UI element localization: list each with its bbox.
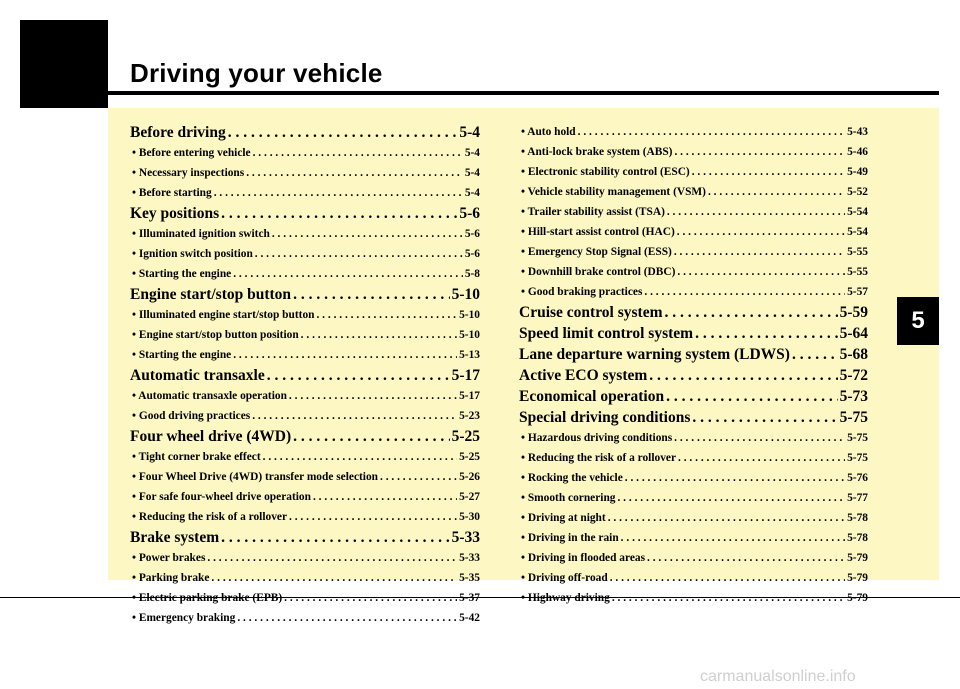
toc-page-number: 5-79	[847, 592, 868, 604]
dot-leader	[211, 568, 457, 588]
toc-page-number: 5-79	[847, 552, 868, 564]
toc-subentry[interactable]	[519, 202, 868, 222]
toc-page-number: 5-10	[459, 329, 480, 341]
toc-label: • Electronic stability control (ESC)	[521, 162, 690, 182]
toc-label: • Automatic transaxle operation	[132, 386, 287, 406]
toc-subentry[interactable]	[130, 608, 480, 628]
dot-leader	[695, 323, 838, 344]
toc-page-number: 5-77	[847, 492, 868, 504]
dot-leader	[289, 507, 457, 527]
toc-label: • Vehicle stability management (VSM)	[521, 182, 706, 202]
toc-label: • Driving in flooded areas	[521, 548, 645, 568]
toc-page-number: 5-30	[459, 511, 480, 523]
dot-leader	[284, 588, 457, 608]
toc-page-number: 5-26	[459, 471, 480, 483]
toc-label: Automatic transaxle	[130, 367, 265, 384]
dot-leader	[665, 302, 838, 323]
toc-label: • Driving in the rain	[521, 528, 619, 548]
toc-subentry[interactable]	[130, 548, 480, 568]
toc-subentry[interactable]	[519, 122, 868, 142]
dot-leader	[612, 588, 845, 608]
toc-heading[interactable]	[130, 203, 480, 224]
toc-heading[interactable]	[519, 407, 868, 428]
toc-page-number: 5-55	[847, 266, 868, 278]
toc-page-number: 5-10	[459, 309, 480, 321]
toc-subentry[interactable]	[519, 282, 868, 302]
toc-subentry[interactable]	[519, 162, 868, 182]
toc-label: Brake system	[130, 529, 220, 546]
toc-subentry[interactable]	[130, 406, 480, 426]
toc-label: • Anti-lock brake system (ABS)	[521, 142, 672, 162]
toc-subentry[interactable]	[130, 467, 480, 487]
toc-subentry[interactable]	[130, 386, 480, 406]
toc-page-number: 5-17	[451, 367, 480, 384]
toc-page-number: 5-55	[847, 246, 868, 258]
toc-label: • Illuminated ignition switch	[132, 224, 270, 244]
toc-subentry[interactable]	[519, 142, 868, 162]
dot-leader	[692, 162, 845, 182]
toc-label: • Auto hold	[521, 122, 576, 142]
toc-label: • Necessary inspections	[132, 163, 244, 183]
dot-leader	[207, 548, 457, 568]
dot-leader	[289, 386, 457, 406]
toc-label: Before driving	[130, 124, 226, 141]
toc-heading[interactable]	[519, 386, 868, 407]
toc-right-column	[519, 122, 868, 608]
toc-subentry[interactable]	[130, 507, 480, 527]
toc-page-number: 5-35	[459, 572, 480, 584]
toc-page-number: 5-52	[847, 186, 868, 198]
toc-label: Lane departure warning system (LDWS)	[519, 346, 790, 363]
dot-leader	[233, 345, 457, 365]
toc-label: Active ECO system	[519, 367, 648, 384]
toc-label: • Reducing the risk of a rollover	[521, 448, 676, 468]
dot-leader	[267, 365, 450, 386]
toc-label: • Downhill brake control (DBC)	[521, 262, 675, 282]
dot-leader	[214, 183, 463, 203]
toc-page-number: 5-57	[847, 286, 868, 298]
toc-label: Engine start/stop button	[130, 286, 292, 303]
toc-page-number: 5-27	[459, 491, 480, 503]
toc-label: • Illuminated engine start/stop button	[132, 305, 314, 325]
toc-heading[interactable]	[519, 365, 868, 386]
toc-subentry[interactable]	[519, 428, 868, 448]
dot-leader	[253, 143, 463, 163]
dot-leader	[621, 528, 845, 548]
toc-page-number: 5-78	[847, 532, 868, 544]
dot-leader	[666, 386, 837, 407]
dot-leader	[246, 163, 463, 183]
toc-subentry[interactable]	[130, 143, 480, 163]
toc-subentry[interactable]	[130, 568, 480, 588]
dot-leader	[649, 365, 837, 386]
toc-page-number: 5-4	[464, 167, 480, 179]
toc-subentry[interactable]	[519, 548, 868, 568]
toc-subentry[interactable]	[519, 182, 868, 202]
toc-page-number: 5-37	[459, 592, 480, 604]
toc-page-number: 5-54	[847, 206, 868, 218]
toc-subentry[interactable]	[130, 305, 480, 325]
toc-page-number: 5-33	[451, 529, 480, 546]
toc-label: • Good braking practices	[521, 282, 642, 302]
toc-label: Special driving conditions	[519, 409, 691, 426]
toc-label: • Power brakes	[132, 548, 205, 568]
toc-subentry[interactable]	[519, 468, 868, 488]
toc-subentry[interactable]	[130, 447, 480, 467]
dot-leader	[608, 508, 845, 528]
toc-subentry[interactable]	[519, 242, 868, 262]
dot-leader	[610, 568, 845, 588]
toc-heading[interactable]	[130, 122, 480, 143]
toc-label: Key positions	[130, 205, 220, 222]
toc-subentry[interactable]	[519, 488, 868, 508]
dot-leader	[313, 487, 457, 507]
toc-label: Four wheel drive (4WD)	[130, 428, 292, 445]
dot-leader	[644, 282, 845, 302]
toc-page-number: 5-75	[839, 409, 868, 426]
toc-subentry[interactable]	[130, 264, 480, 284]
toc-label: • For safe four-wheel drive operation	[132, 487, 311, 507]
title-underline	[108, 91, 939, 95]
toc-page-number: 5-25	[451, 428, 480, 445]
dot-leader	[667, 202, 845, 222]
toc-page-number: 5-10	[451, 286, 480, 303]
toc-label: • Highway driving	[521, 588, 610, 608]
toc-label: • Rocking the vehicle	[521, 468, 623, 488]
dot-leader	[677, 222, 845, 242]
dot-leader	[221, 203, 457, 224]
toc-page-number: 5-13	[459, 349, 480, 361]
toc-label: • Hazardous driving conditions	[521, 428, 672, 448]
toc-subentry[interactable]	[130, 224, 480, 244]
toc-page-number: 5-79	[847, 572, 868, 584]
toc-label: • Before starting	[132, 183, 212, 203]
toc-heading[interactable]	[130, 426, 480, 447]
dot-leader	[674, 428, 845, 448]
toc-subentry[interactable]	[519, 222, 868, 242]
dot-leader	[252, 406, 457, 426]
dot-leader	[617, 488, 845, 508]
dot-leader	[625, 468, 845, 488]
toc-page-number: 5-72	[839, 367, 868, 384]
toc-page-number: 5-17	[459, 390, 480, 402]
watermark: carmanualsonline.info	[700, 668, 856, 685]
toc-page-number: 5-76	[847, 472, 868, 484]
toc-page-number: 5-78	[847, 512, 868, 524]
dot-leader	[578, 122, 845, 142]
toc-page-number: 5-8	[464, 268, 480, 280]
toc-page-number: 5-6	[464, 248, 480, 260]
toc-label: • Parking brake	[132, 568, 209, 588]
dot-leader	[708, 182, 845, 202]
toc-subentry[interactable]	[130, 183, 480, 203]
toc-heading[interactable]	[130, 527, 480, 548]
toc-page-number: 5-25	[459, 451, 480, 463]
toc-label: • Four Wheel Drive (4WD) transfer mode selection	[132, 467, 378, 487]
toc-label: • Trailer stability assist (TSA)	[521, 202, 665, 222]
toc-subentry[interactable]	[130, 325, 480, 345]
toc-subentry[interactable]	[519, 528, 868, 548]
toc-label: • Electric parking brake (EPB)	[132, 588, 282, 608]
toc-label: • Ignition switch position	[132, 244, 253, 264]
dot-leader	[678, 448, 845, 468]
dot-leader	[221, 527, 449, 548]
dot-leader	[293, 284, 450, 305]
dot-leader	[674, 242, 845, 262]
toc-page-number: 5-23	[459, 410, 480, 422]
toc-subentry[interactable]	[130, 487, 480, 507]
toc-subentry[interactable]	[130, 244, 480, 264]
toc-subentry[interactable]	[519, 588, 868, 608]
toc-subentry[interactable]	[519, 448, 868, 468]
toc-subentry[interactable]	[130, 345, 480, 365]
toc-subentry[interactable]	[519, 508, 868, 528]
chapter-tab[interactable]: 5	[897, 297, 939, 345]
toc-page-number: 5-6	[464, 228, 480, 240]
toc-page-number: 5-49	[847, 166, 868, 178]
toc-label: • Starting the engine	[132, 264, 231, 284]
toc-label: • Driving off-road	[521, 568, 608, 588]
toc-page-number: 5-68	[839, 346, 868, 363]
toc-page-number: 5-75	[847, 452, 868, 464]
toc-label: • Starting the engine	[132, 345, 231, 365]
dot-leader	[301, 325, 457, 345]
corner-black-block	[20, 20, 108, 108]
dot-leader	[792, 344, 838, 365]
dot-leader	[233, 264, 463, 284]
toc-subentry[interactable]	[130, 163, 480, 183]
toc-label: • Driving at night	[521, 508, 606, 528]
toc-label: Cruise control system	[519, 304, 663, 321]
toc-page-number: 5-43	[847, 126, 868, 138]
toc-page-number: 5-54	[847, 226, 868, 238]
toc-page-number: 5-4	[464, 147, 480, 159]
toc-subentry[interactable]	[519, 262, 868, 282]
dot-leader	[255, 244, 463, 264]
toc-label: • Before entering vehicle	[132, 143, 251, 163]
dot-leader	[293, 426, 449, 447]
toc-label: • Engine start/stop button position	[132, 325, 299, 345]
toc-label: • Emergency braking	[132, 608, 235, 628]
page-title: Driving your vehicle	[130, 58, 383, 88]
dot-leader	[228, 122, 458, 143]
toc-subentry[interactable]	[519, 568, 868, 588]
dot-leader	[263, 447, 457, 467]
dot-leader	[316, 305, 457, 325]
toc-page-number: 5-64	[839, 325, 868, 342]
toc-page-number: 5-4	[464, 187, 480, 199]
toc-label: • Reducing the risk of a rollover	[132, 507, 287, 527]
dot-leader	[677, 262, 845, 282]
toc-page-number: 5-73	[839, 388, 868, 405]
dot-leader	[237, 608, 457, 628]
toc-label: Speed limit control system	[519, 325, 694, 342]
toc-left-column	[130, 122, 480, 628]
toc-label: • Emergency Stop Signal (ESS)	[521, 242, 672, 262]
toc-page-number: 5-33	[459, 552, 480, 564]
toc-heading[interactable]	[519, 302, 868, 323]
dot-leader	[272, 224, 463, 244]
toc-heading[interactable]	[130, 365, 480, 386]
dot-leader	[692, 407, 837, 428]
toc-label: Economical operation	[519, 388, 665, 405]
toc-page-number: 5-6	[459, 205, 480, 222]
toc-label: • Hill-start assist control (HAC)	[521, 222, 675, 242]
toc-heading[interactable]	[519, 344, 868, 365]
toc-heading[interactable]	[130, 284, 480, 305]
toc-page-number: 5-46	[847, 146, 868, 158]
toc-page-number: 5-4	[459, 124, 480, 141]
toc-label: • Smooth cornering	[521, 488, 615, 508]
dot-leader	[674, 142, 845, 162]
toc-label: • Tight corner brake effect	[132, 447, 261, 467]
toc-heading[interactable]	[519, 323, 868, 344]
dot-leader	[380, 467, 457, 487]
toc-page-number: 5-75	[847, 432, 868, 444]
toc-label: • Good driving practices	[132, 406, 250, 426]
dot-leader	[647, 548, 845, 568]
toc-page-number: 5-42	[459, 612, 480, 624]
toc-subentry[interactable]	[130, 588, 480, 608]
toc-page-number: 5-59	[839, 304, 868, 321]
